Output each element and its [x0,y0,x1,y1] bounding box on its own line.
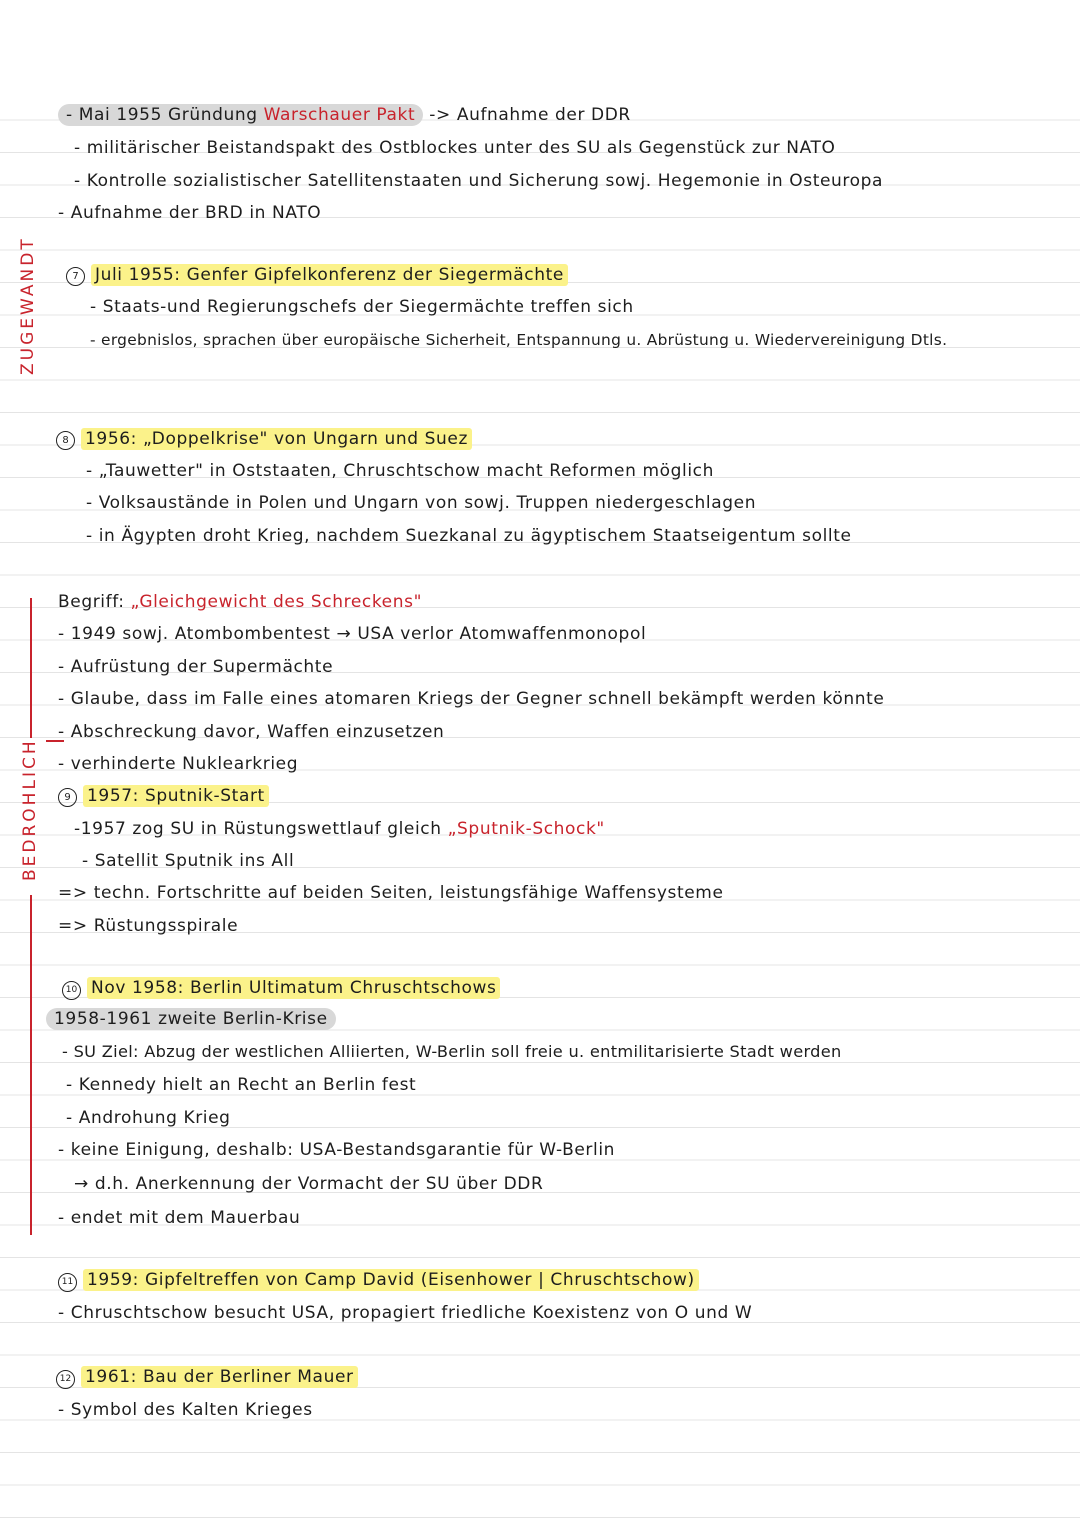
s11-line-1: - Chruschtschow besucht USA, propagiert friedliche Koexistenz von O und W [58,1303,753,1323]
s8-title: 1956: „Doppelkrise" von Ungarn und Suez [81,428,472,450]
s7-title: Juli 1955: Genfer Gipfelkonferenz der Siegermächte [91,264,568,286]
warschauer-pakt-term: Warschauer Pakt [263,105,416,125]
s7-line-1: - Staats-und Regierungschefs der Siegermächte treffen sich [90,297,634,317]
s10-line-4: - keine Einigung, deshalb: USA-Bestandsgarantie für W-Berlin [58,1140,616,1160]
s8-number: 8 [56,431,75,450]
s10-subheading [46,1008,336,1030]
begriff-line-2: - Aufrüstung der Supermächte [58,657,334,677]
s12-line-1: - Symbol des Kalten Krieges [58,1400,313,1420]
s9-title: 1957: Sputnik-Start [83,785,269,807]
s1-line-1-pre: - Mai 1955 Gründung [66,105,264,125]
s10-line-5: → d.h. Anerkennung der Vormacht der SU über DDR [74,1174,544,1194]
side-label-zugewandt: ZUGEWANDT [18,236,38,375]
s10-line-3: - Androhung Krieg [66,1108,231,1128]
s1-line-1-highlight [58,104,423,126]
s12-title: 1961: Bau der Berliner Mauer [81,1366,358,1388]
s12-number: 12 [56,1370,75,1389]
sputnik-schock-term: „Sputnik-Schock" [447,819,605,839]
begriff-line-5: - verhinderte Nuklearkrieg [58,754,299,774]
s1-line-4: - Aufnahme der BRD in NATO [58,203,322,223]
s12-heading [56,1366,358,1389]
side-label-bedrohlich: BEDROHLICH [20,738,40,881]
s1-line-1 [58,104,631,126]
s10-heading [62,977,500,1000]
s8-line-1: - „Tauwetter" in Oststaaten, Chruschtschow macht Reformen möglich [86,461,715,481]
side-bar-bedrohlich-bottom [30,895,32,1235]
s10-line-6: - endet mit dem Mauerbau [58,1208,301,1228]
begriff-line-4: - Abschreckung davor, Waffen einzusetzen [58,722,445,742]
s9-line-3: => techn. Fortschritte auf beiden Seiten, leistungsfähige Waffensysteme [58,883,724,903]
s7-heading [66,264,568,286]
s8-heading [56,428,472,450]
s1-line-2: - militärischer Beistandspakt des Ostblockes unter des SU als Gegenstück zur NATO [74,138,836,158]
s8-line-2: - Volksaustände in Polen und Ungarn von sowj. Truppen niedergeschlagen [86,493,757,513]
s10-line-2: - Kennedy hielt an Recht an Berlin fest [66,1075,417,1095]
s11-heading [58,1269,699,1292]
s9-heading [58,785,269,807]
s9-line-1 [74,818,605,840]
begriff-heading [58,591,422,613]
begriff-term: „Gleichgewicht des Schreckens" [130,592,422,612]
s7-line-2: - ergebnislos, sprachen über europäische Sicherheit, Entspannung u. Abrüstung u. Wiedervereinigung Dtls. [90,331,948,349]
s1-line-3: - Kontrolle sozialistischer Satellitenstaaten und Sicherung sowj. Hegemonie in Osteuropa [74,171,884,191]
s9-line-2: - Satellit Sputnik ins All [82,851,295,871]
begriff-line-3: - Glaube, dass im Falle eines atomaren Kriegs der Gegner schnell bekämpft werden könnte [58,689,885,709]
s10-number: 10 [62,981,81,1000]
side-bar-bedrohlich-top [30,598,32,738]
s10-title: Nov 1958: Berlin Ultimatum Chruschtschows [87,977,500,999]
s9-number: 9 [58,788,77,807]
begriff-label: Begriff: [58,592,131,612]
s10-subheading-text: 1958-1961 zweite Berlin-Krise [46,1008,336,1030]
s9-line-1-pre: -1957 zog SU in Rüstungswettlauf gleich [74,819,448,839]
s11-number: 11 [58,1273,77,1292]
s7-number: 7 [66,267,85,286]
s10-line-1: - SU Ziel: Abzug der westlichen Alliierten, W-Berlin soll freie u. entmilitarisierte Stadt werden [62,1042,842,1061]
s8-line-3: - in Ägypten droht Krieg, nachdem Suezkanal zu ägyptischem Staatseigentum sollte [86,526,852,546]
s1-line-1-post: -> Aufnahme der DDR [423,105,631,125]
begriff-line-1: - 1949 sowj. Atombombentest → USA verlor Atomwaffenmonopol [58,624,647,644]
s9-line-4: => Rüstungsspirale [58,916,239,936]
s11-title: 1959: Gipfeltreffen von Camp David (Eisenhower | Chruschtschow) [83,1269,699,1291]
